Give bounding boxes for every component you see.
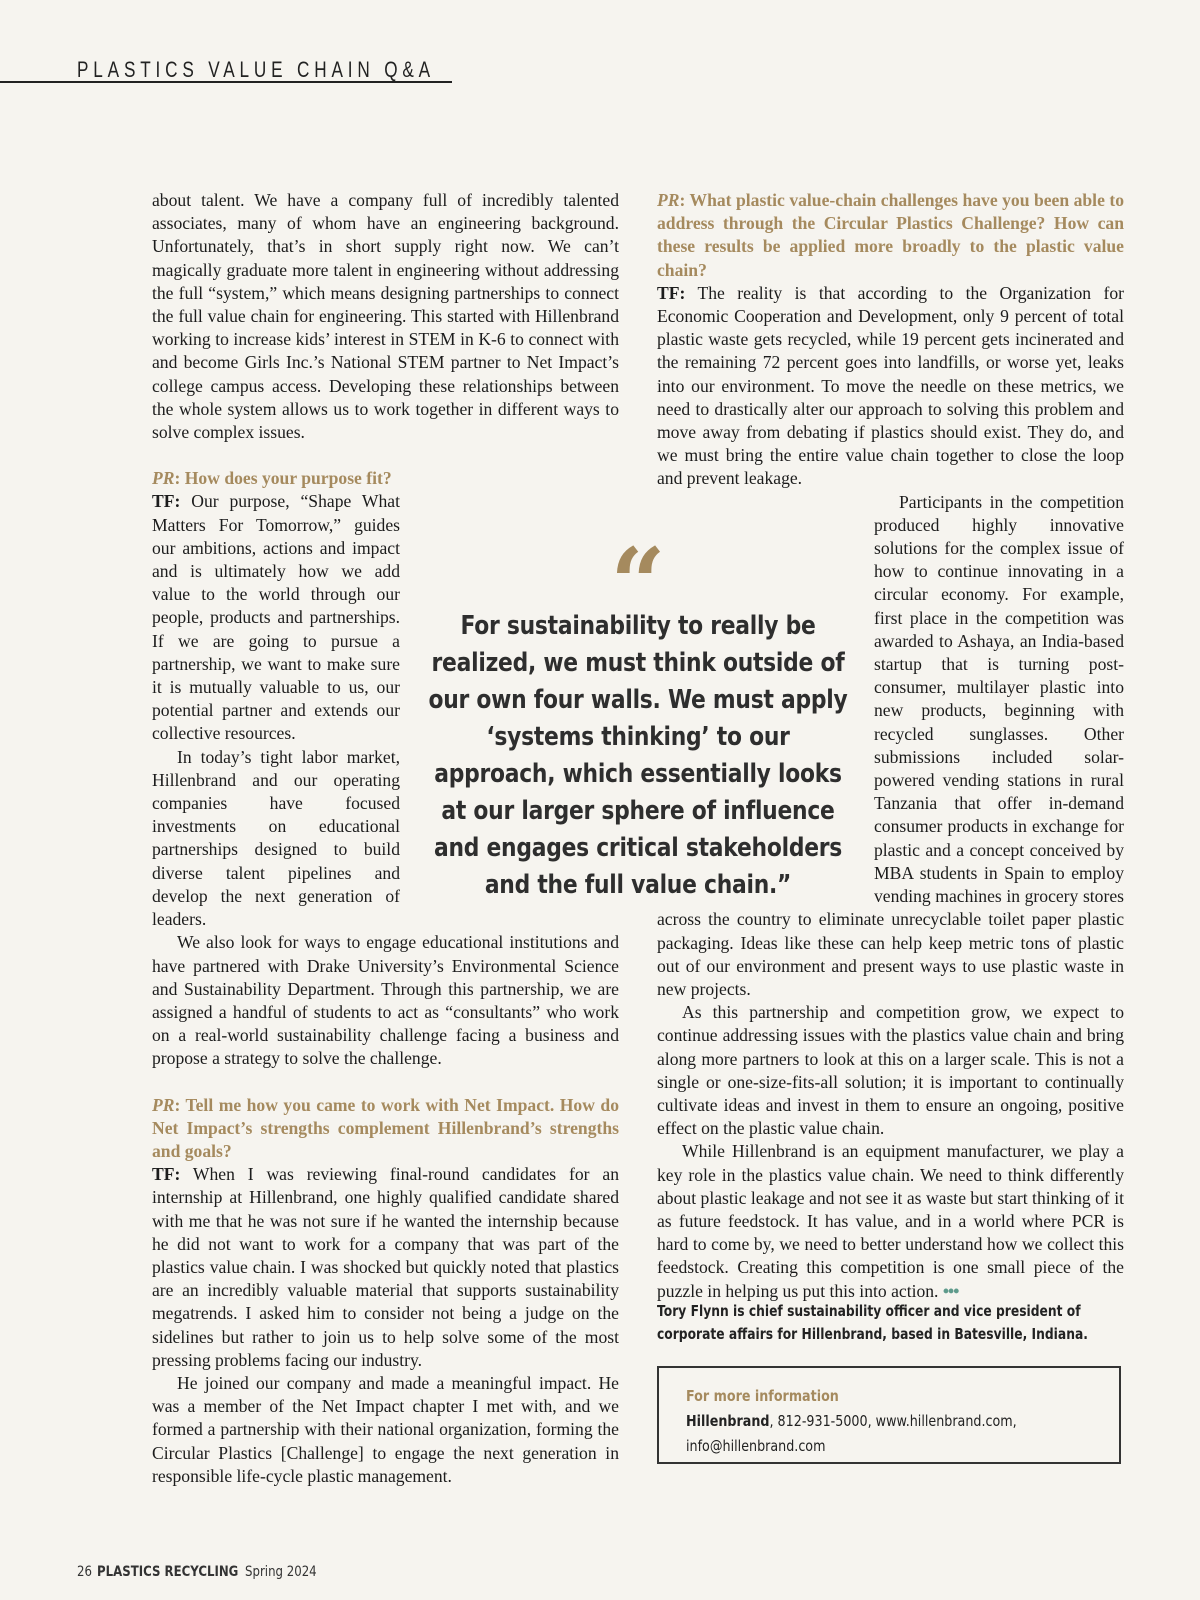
paragraph-text: Participants in the competition produced highly innovative solutions for the complex issue of how to continue innovating in a circular economy. For example, first place in the competition was awarded to Ashaya, an India-based startup that is turning post-consumer, multilayer plastic into new products, beginning with recycled sunglasses. Other submissions included solar-powered vending stations in rural Tanzania that offer in-demand consumer products in exchange for plastic and a concept conceived by MBA students in Spain to employ vending machines in grocery stores across the country to eliminate unrecyclable toilet paper plastic packaging. Ideas like these can help keep metric tons of plastic out of our environment and present ways to use plastic waste in new projects. (657, 491, 1124, 999)
pr-label: PR (152, 1094, 175, 1115)
question-text: : What plastic value-chain challenges have you been able to address through the Circular Plastics Challenge? How can these results be applied more broadly to the plastic value chain? (657, 190, 1124, 280)
paragraph: He joined our company and made a meaningful impact. He was a member of the Net Impact chapter I met with, and we formed a partnership with their national organization, forming the Circular Plastics [Challenge] to engage the next generation in responsible life-cycle plastic management. (152, 1372, 619, 1486)
quote-mark-icon: “ (610, 527, 666, 640)
page-footer (77, 1564, 317, 1580)
answer-text: When I was reviewing final-round candidates for an internship at Hillenbrand, one highly qualified candidate shared with me that he was not sure if he wanted the internship because he did not want to work for a company that was part of the plastics value chain. I was shocked but quickly noted that plastics are an incredibly valuable material that supports sustainability megatrends. I asked him to consider not being a judge on the sidelines but rather to join us to help solve some of the most pressing problems facing our industry. (152, 1164, 619, 1370)
more-info-box (657, 1366, 1121, 1464)
answer-paragraph (657, 282, 1124, 491)
answer-paragraph (152, 1163, 619, 1372)
answer-label: TF: (657, 282, 686, 303)
answer-label: TF: (152, 491, 181, 512)
pr-label: PR (152, 468, 175, 489)
question-text: : How does your purpose fit? (174, 468, 392, 489)
paragraph-text: While Hillenbrand is an equipment manufacturer, we play a key role in the plastics value chain. We need to think differently about plastic leakage and not see it as waste but start thinking of it as future feedstock. It has value, and in a world where PCR is hard to come by, we need to better understand how we collect this feedstock. Creating this competition is one small piece of the puzzle in helping us put this into action. (657, 1141, 1124, 1301)
more-info-content (686, 1384, 1112, 1459)
answer-label: TF: (152, 1164, 181, 1185)
issue-date: Spring 2024 (245, 1564, 317, 1580)
question-heading (152, 1094, 619, 1164)
paragraph (657, 1140, 1124, 1302)
section-title: PLASTICS VALUE CHAIN Q&A (77, 57, 435, 82)
magazine-title: PLASTICS RECYCLING (97, 1564, 239, 1580)
pr-label: PR (657, 190, 680, 210)
answer-text: The reality is that according to the Organization for Economic Cooperation and Development, only 9 percent of total plastic waste gets recycled, while 19 percent gets incinerated and the remaining 72 percent goes into landfills, or worse yet, leaks into our environment. To move the needle on these metrics, we need to drastically alter our approach to solving this problem and move away from debating if plastics should exist. They do, and we must bring the entire value chain together to close the loop and prevent leakage. (657, 282, 1124, 489)
question-heading (152, 467, 619, 490)
question-text: : Tell me how you came to work with Net Impact. How do Net Impact’s strengths complement Hillenbrand’s strengths and goals? (152, 1094, 619, 1161)
company-name: Hillenbrand (686, 1412, 770, 1430)
pull-quote (424, 527, 852, 904)
end-mark-icon: ••• (942, 1280, 959, 1301)
pull-quote-text: For sustainability to really be realized, we must think outside of our own four walls. We must apply ‘systems thinking’ to our approach, which essentially looks at our larger sphere of influence and engages critical stakeholders and the full value chain.” (428, 611, 848, 900)
paragraph: We also look for ways to engage educational institutions and have partnered with Drake University’s Environmental Science and Sustainability Department. Through this partnership, we are assigned a handful of students to act as “consultants” who work on a real-world sustainability challenge facing a business and propose a strategy to solve the challenge. (152, 932, 619, 1069)
contact-details: , 812-931-5000, www.hillenbrand.com, (769, 1412, 1017, 1430)
author-bio: Tory Flynn is chief sustainability officer and vice president of corporate affairs for Hillenbrand, based in Batesville, Indiana. (657, 1302, 1088, 1343)
answer-text: Our purpose, “Shape What Matters For Tomorrow,” guides our ambitions, actions and impact and is ultimately how we add value to the world through our people, products and partnerships. If we are going to pursue a partnership, we want to make sure it is mutually valuable to us, our potential partner and extends our collective resources. (152, 491, 400, 744)
more-info-heading: For more information (686, 1387, 839, 1405)
contact-email: info@hillenbrand.com (686, 1437, 826, 1455)
paragraph: about talent. We have a company full of incredibly talented associates, many of whom have an engineering background. Unfortunately, that’s in short supply right now. We can’t magically graduate more talent in engineering without addressing the full “system,” which means designing partnerships to connect the full value chain for engineering. This started with Hillenbrand working to increase kids’ interest in STEM in K-6 to connect with and become Girls Inc.’s National STEM partner to Net Impact’s college campus access. Developing these relationships between the whole system allows us to work together in different ways to solve complex issues. (152, 190, 619, 443)
paragraph: As this partnership and competition grow, we expect to continue addressing issues with the plastics value chain and bring along more partners to look at this on a larger scale. This is not a single or one-size-fits-all solution; it is important to continually cultivate ideas and invest in them to ensure an ongoing, positive effect on the plastic value chain. (657, 1002, 1124, 1139)
question-heading (657, 189, 1124, 282)
contact-line (686, 1409, 1112, 1434)
paragraph: In today’s tight labor market, Hillenbrand and our operating companies have focused investments on educational partnerships designed to build diverse talent pipelines and develop the next generation of leaders. (152, 746, 400, 930)
page-number: 26 (77, 1564, 92, 1580)
